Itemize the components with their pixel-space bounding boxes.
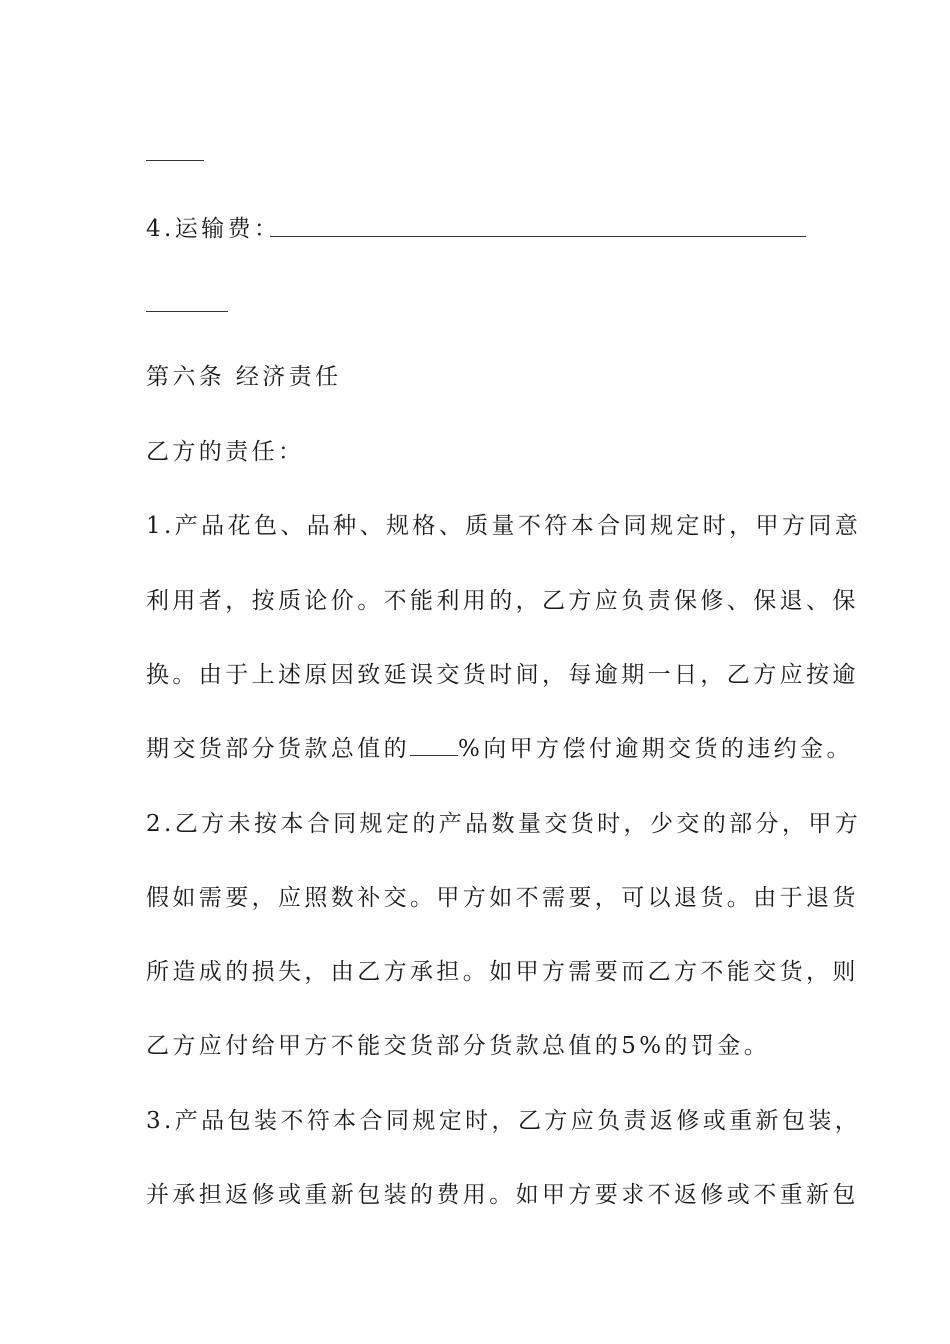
paragraph-line: 假如需要，应照数补交。甲方如不需要，可以退货。由于退货 <box>146 885 859 911</box>
item4-label: 4.运输费： <box>146 216 281 242</box>
blank-fill-line <box>146 160 204 161</box>
party-b-heading: 乙方的责任： <box>146 439 305 465</box>
paragraph-line: 利用者，按质论价。不能利用的，乙方应负责保修、保退、保 <box>146 588 859 614</box>
paragraph-line: 3.产品包装不符本合同规定时，乙方应负责返修或重新包装， <box>146 1108 862 1134</box>
penalty-line <box>146 734 853 764</box>
transport-fee-blank <box>270 236 806 237</box>
paragraph-line: 所造成的损失，由乙方承担。如甲方需要而乙方不能交货，则 <box>146 959 859 985</box>
paragraph-line: 1.产品花色、品种、规格、质量不符本合同规定时，甲方同意 <box>146 513 862 539</box>
blank-fill-line <box>146 311 228 312</box>
paragraph-line: 并承担返修或重新包装的费用。如甲方要求不返修或不重新包 <box>146 1182 859 1208</box>
percentage-blank <box>410 755 458 756</box>
article-title: 第六条 经济责任 <box>146 364 342 390</box>
transport-fee-line <box>146 214 806 244</box>
penalty-text-before: 期交货部分货款总值的 <box>146 736 410 762</box>
paragraph-line: 乙方应付给甲方不能交货部分货款总值的5%的罚金。 <box>146 1033 771 1059</box>
paragraph-line: 换。由于上述原因致延误交货时间，每逾期一日，乙方应按逾 <box>146 662 859 688</box>
paragraph-line: 2.乙方未按本合同规定的产品数量交货时，少交的部分，甲方 <box>146 811 862 837</box>
penalty-text-after: %向甲方偿付逾期交货的违约金。 <box>458 736 853 762</box>
